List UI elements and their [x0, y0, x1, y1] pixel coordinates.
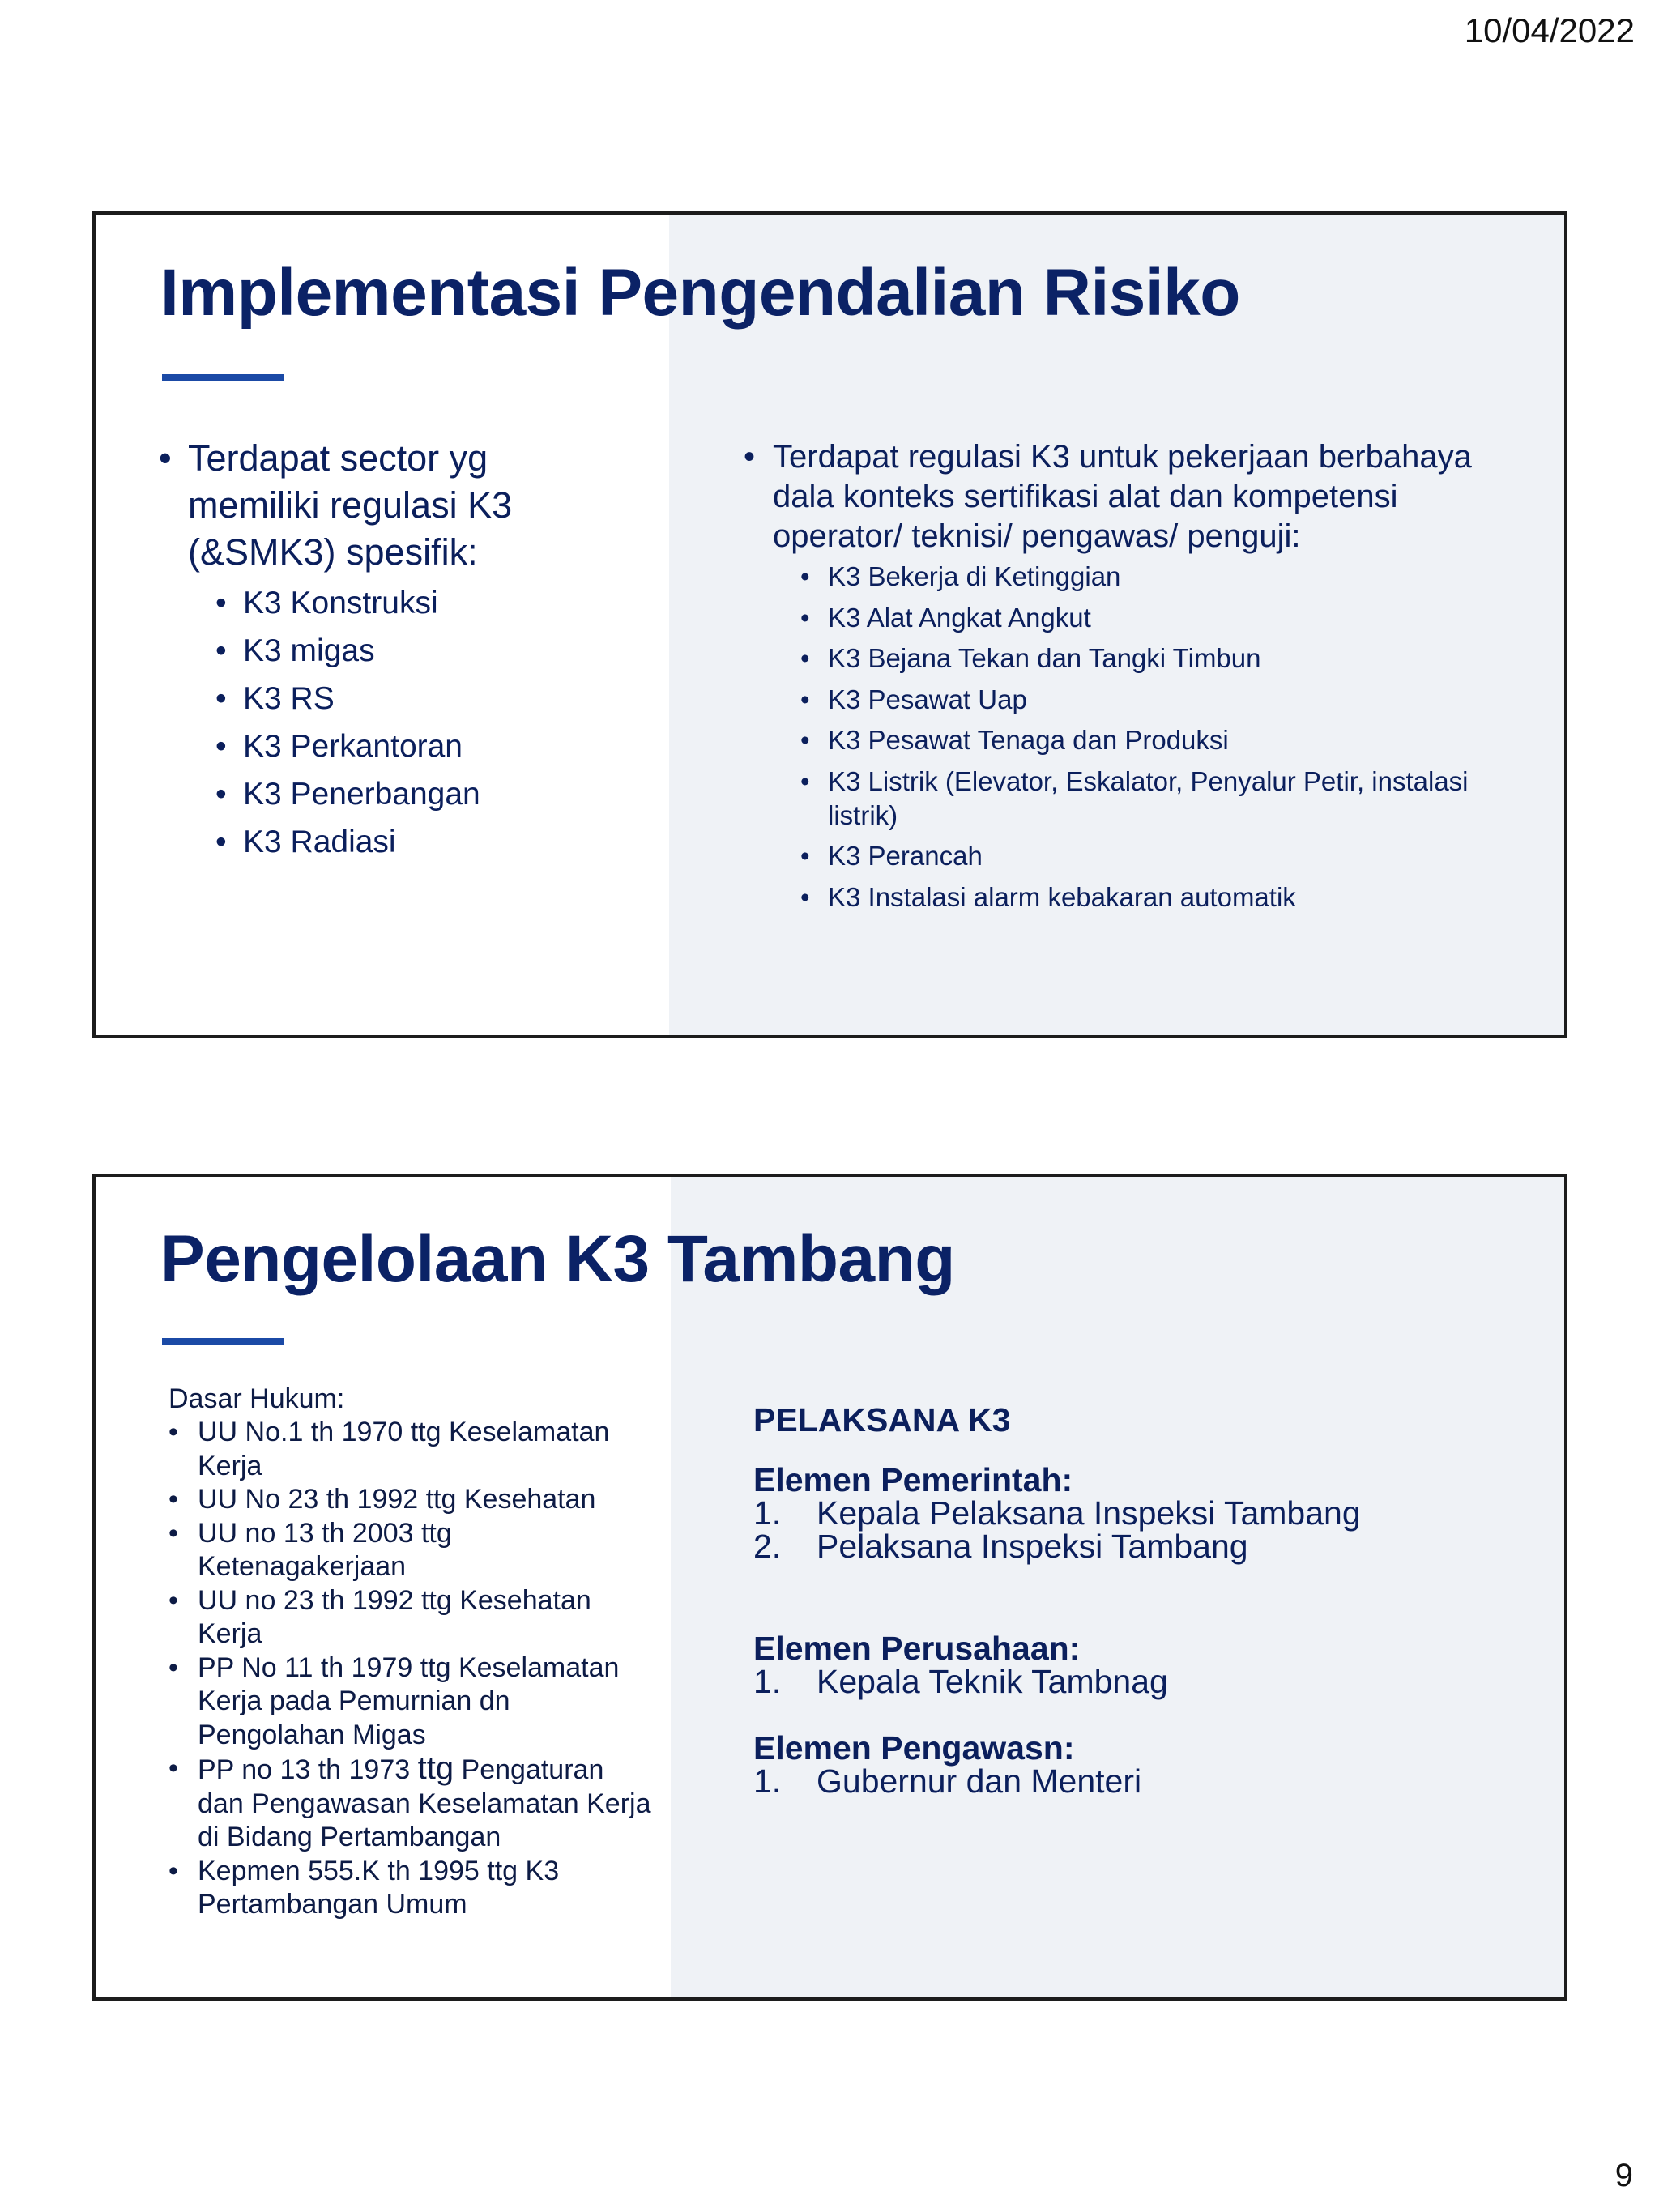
- list-item: [168, 1652, 655, 1753]
- list-item-text: K3 Perkantoran: [243, 729, 463, 764]
- bullet-icon: •: [800, 841, 810, 871]
- bullet-icon: •: [800, 602, 810, 633]
- list-item-text: K3 Alat Angkat Angkut: [828, 602, 1091, 633]
- list-item-text: K3 Penerbangan: [243, 777, 480, 812]
- bullet-icon: •: [168, 1652, 178, 1683]
- bullet-icon: •: [800, 684, 810, 714]
- list-item-text: Gubernur dan Menteri: [817, 1762, 1142, 1800]
- slide-implementasi-pengendalian-risiko: [92, 211, 1567, 1038]
- list-item-text: UU no 23 th 1992 ttg Kesehatan Kerja: [198, 1584, 591, 1649]
- numbered-list: [753, 1762, 1523, 1800]
- list-item-text: K3 RS: [243, 681, 335, 716]
- list-item: [215, 770, 612, 818]
- list-item-text: K3 Konstruksi: [243, 586, 438, 620]
- right-column: [744, 437, 1473, 921]
- bullet-icon: •: [800, 725, 810, 755]
- list-item: [215, 627, 612, 675]
- page-number: 9: [1614, 2158, 1633, 2193]
- list-item-text: K3 Pesawat Uap: [828, 684, 1027, 714]
- bullet-icon: •: [800, 643, 810, 673]
- list-item: [215, 818, 612, 866]
- list-item: [800, 601, 1473, 635]
- title-accent-bar: [162, 1338, 284, 1345]
- group-label: Elemen Pengawasn:: [753, 1729, 1075, 1767]
- list-item: [168, 1584, 655, 1652]
- list-item-text: Kepmen 555.K th 1995 ttg K3 Pertambangan Umum: [198, 1855, 560, 1920]
- bullet-icon: •: [800, 561, 810, 591]
- list-item: [168, 1752, 655, 1855]
- bullet-icon: •: [215, 681, 227, 716]
- bullet-icon: •: [168, 1855, 178, 1886]
- numbered-list: [753, 1665, 1523, 1698]
- list-item: [800, 839, 1473, 873]
- list-item: [168, 1855, 655, 1922]
- list-item-text: K3 Pesawat Tenaga dan Produksi: [828, 725, 1229, 755]
- list-item-text: PP no 13 th 1973: [198, 1754, 418, 1785]
- list-item-text: K3 Bejana Tekan dan Tangki Timbun: [828, 643, 1261, 673]
- bullet-icon: •: [215, 825, 227, 859]
- slide-title: Pengelolaan K3 Tambang: [160, 1222, 955, 1296]
- group-elemen-pemerintah: [753, 1463, 1523, 1563]
- list-item-text: K3 Bekerja di Ketinggian: [828, 561, 1121, 591]
- dasar-hukum-label: Dasar Hukum:: [168, 1383, 345, 1414]
- left-column: [159, 435, 612, 866]
- list-item-text: UU no 13 th 2003 ttg Ketenagakerjaan: [198, 1517, 452, 1582]
- list-item-text: Kepala Teknik Tambnag: [817, 1663, 1168, 1700]
- bullet-intro: [159, 435, 612, 576]
- numbered-list: [753, 1494, 1523, 1565]
- list-number: 2.: [753, 1528, 782, 1565]
- list-item: [215, 675, 612, 722]
- bullet-icon: •: [168, 1753, 178, 1784]
- bullet-intro: [744, 437, 1473, 556]
- bullet-icon: •: [215, 633, 227, 668]
- group-elemen-pengawasn: [753, 1731, 1523, 1798]
- bullet-icon: •: [800, 765, 810, 796]
- list-item: [800, 880, 1473, 914]
- page-date: 10/04/2022: [1464, 11, 1635, 49]
- pelaksana-heading: PELAKSANA K3: [753, 1401, 1011, 1438]
- list-item: [800, 641, 1473, 676]
- list-item: [753, 1762, 1523, 1800]
- bullet-icon: •: [168, 1417, 178, 1447]
- list-item-text: K3 migas: [243, 633, 375, 668]
- bullet-icon: •: [215, 777, 227, 812]
- list-item-text: Pelaksana Inspeksi Tambang: [817, 1528, 1248, 1565]
- list-item-text: UU No.1 th 1970 ttg Keselamatan Kerja: [198, 1417, 610, 1481]
- bullet-intro-text: Terdapat sector yg memiliki regulasi K3 (&SMK3) spesifik:: [188, 437, 513, 573]
- right-column-pelaksana: [753, 1400, 1523, 1798]
- list-number: 1.: [753, 1494, 782, 1532]
- list-number: 1.: [753, 1663, 782, 1700]
- list-item-text: Pengaturan dan Pengawasan Keselamatan Kerja di Bidang Pertambangan: [198, 1754, 651, 1852]
- slide-title: Implementasi Pengendalian Risiko: [160, 256, 1240, 330]
- list-item: [168, 1517, 655, 1584]
- bullet-icon: •: [168, 1517, 178, 1549]
- group-elemen-perusahaan: [753, 1631, 1523, 1698]
- list-item: [800, 683, 1473, 717]
- group-label: Elemen Pemerintah:: [753, 1461, 1073, 1498]
- list-item-text: Kepala Pelaksana Inspeksi Tambang: [817, 1494, 1361, 1532]
- list-item: [168, 1483, 655, 1517]
- list-item-text: K3 Instalasi alarm kebakaran automatik: [828, 881, 1296, 912]
- list-item: [753, 1530, 1523, 1563]
- bullet-icon: •: [168, 1584, 178, 1616]
- list-item: [215, 579, 612, 627]
- bullet-icon: •: [215, 586, 227, 620]
- list-item: [753, 1665, 1523, 1698]
- title-accent-bar: [162, 374, 284, 381]
- law-list: [168, 1416, 655, 1922]
- list-item: [800, 560, 1473, 594]
- bullet-intro-text: Terdapat regulasi K3 untuk pekerjaan berbahaya dala konteks sertifikasi alat dan kompetensi operator/ teknisi/ pengawas/ penguji:: [773, 439, 1472, 554]
- list-item: [168, 1416, 655, 1483]
- bullet-icon: •: [159, 437, 172, 479]
- group-label: Elemen Perusahaan:: [753, 1630, 1081, 1667]
- bullet-icon: •: [215, 729, 227, 764]
- list-item: [215, 722, 612, 770]
- regulation-list: [744, 560, 1473, 914]
- list-item-text: K3 Perancah: [828, 841, 983, 871]
- list-item: [800, 765, 1473, 833]
- list-item-text: PP No 11 th 1979 ttg Keselamatan Kerja pada Pemurnian dn Pengolahan Migas: [198, 1652, 620, 1750]
- left-column-dasar-hukum: [168, 1383, 655, 1922]
- sector-list: [159, 579, 612, 866]
- list-item-text: K3 Radiasi: [243, 825, 396, 859]
- list-number: 1.: [753, 1762, 782, 1800]
- list-item: [800, 723, 1473, 757]
- bullet-icon: •: [744, 439, 756, 475]
- slide-pengelolaan-k3-tambang: [92, 1174, 1567, 2001]
- list-item-text: K3 Listrik (Elevator, Eskalator, Penyalur Petir, instalasi listrik): [828, 765, 1469, 830]
- list-item-text-large: ttg: [417, 1750, 454, 1786]
- bullet-icon: •: [168, 1484, 178, 1515]
- list-item-text: UU No 23 th 1992 ttg Kesehatan: [198, 1484, 596, 1515]
- bullet-icon: •: [800, 881, 810, 912]
- list-item: [753, 1494, 1523, 1532]
